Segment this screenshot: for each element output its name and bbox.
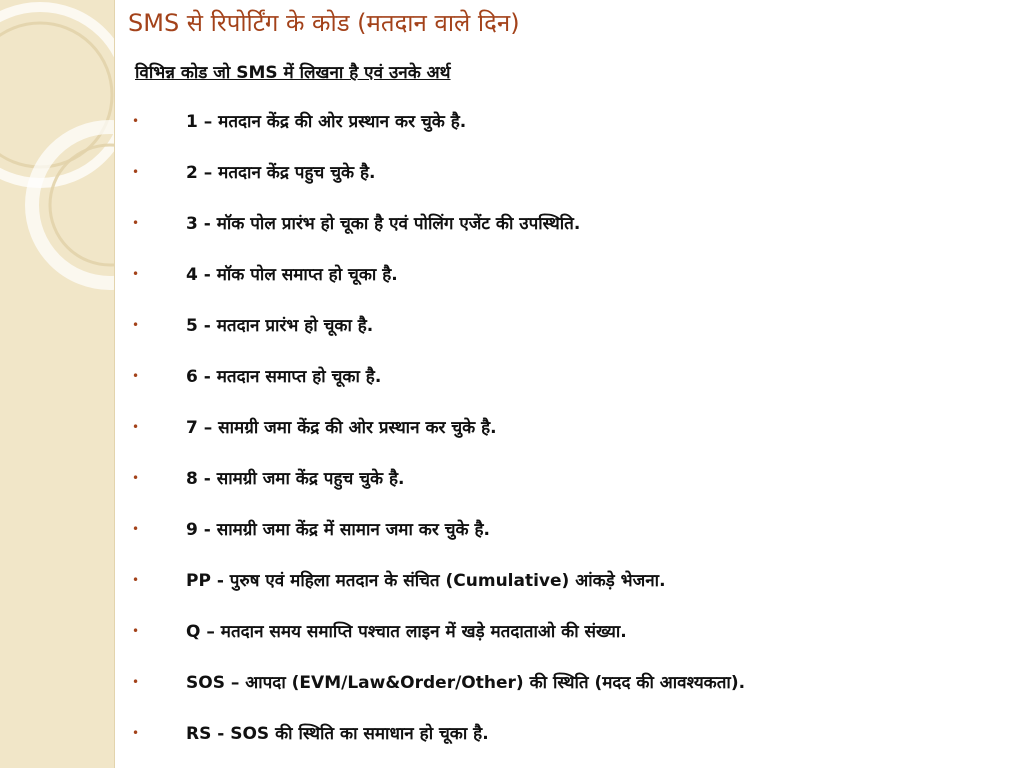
bullet-icon: • — [132, 267, 140, 281]
list-item-text: 5 - मतदान प्रारंभ हो चूका है. — [186, 316, 374, 336]
slide-content — [114, 0, 1024, 768]
bullet-icon: • — [132, 624, 140, 638]
bullet-icon: • — [132, 522, 140, 536]
subheading: विभिन्न कोड जो SMS में लिखना है एवं उनके अर्थ — [135, 63, 451, 83]
bullet-icon: • — [132, 114, 140, 128]
bullet-icon: • — [132, 471, 140, 485]
list-item-text: PP - पुरुष एवं महिला मतदान के संचित (Cumulative) आंकड़े भेजना. — [186, 571, 666, 591]
slide-title: SMS से रिपोर्टिंग के कोड (मतदान वाले दिन) — [128, 9, 520, 37]
bullet-icon: • — [132, 165, 140, 179]
list-item-text: 1 – मतदान केंद्र की ओर प्रस्थान कर चुके है. — [186, 112, 467, 132]
bullet-icon: • — [132, 318, 140, 332]
list-item-text: 2 – मतदान केंद्र पहुच चुके है. — [186, 163, 376, 183]
decorative-circles-graphic — [0, 0, 114, 768]
list-item-text: RS - SOS की स्थिति का समाधान हो चूका है. — [186, 724, 489, 744]
decorative-side-panel — [0, 0, 115, 768]
bullet-icon: • — [132, 573, 140, 587]
bullet-icon: • — [132, 369, 140, 383]
bullet-icon: • — [132, 216, 140, 230]
bullet-icon: • — [132, 420, 140, 434]
list-item-text: 8 - सामग्री जमा केंद्र पहुच चुके है. — [186, 469, 405, 489]
bullet-icon: • — [132, 726, 140, 740]
list-item-text: 9 - सामग्री जमा केंद्र में सामान जमा कर चुके है. — [186, 520, 490, 540]
list-item-text: 3 - मॉक पोल प्रारंभ हो चूका है एवं पोलिंग एजेंट की उपस्थिति. — [186, 214, 581, 234]
list-item-text: 4 - मॉक पोल समाप्त हो चूका है. — [186, 265, 398, 285]
list-item-text: 6 - मतदान समाप्त हो चूका है. — [186, 367, 382, 387]
list-item-text: SOS – आपदा (EVM/Law&Order/Other) की स्थिति (मदद की आवश्यकता). — [186, 673, 746, 693]
list-item-text: 7 – सामग्री जमा केंद्र की ओर प्रस्थान कर चुके है. — [186, 418, 497, 438]
list-item-text: Q – मतदान समय समाप्ति पश्चात लाइन में खड़े मतदाताओ की संख्या. — [186, 622, 627, 642]
bullet-icon: • — [132, 675, 140, 689]
